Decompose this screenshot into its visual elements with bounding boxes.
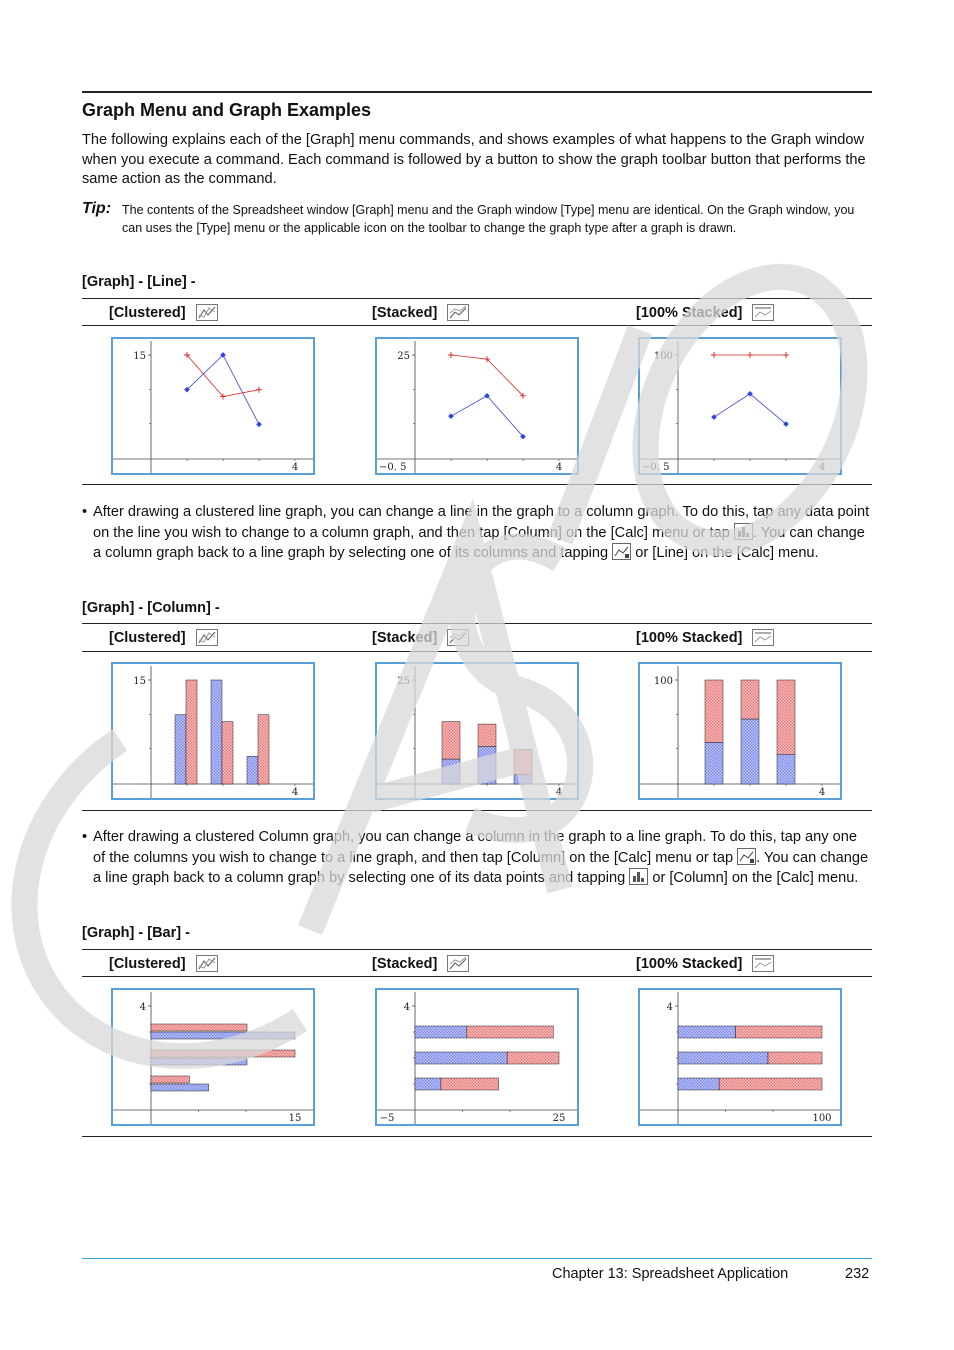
line-100-icon[interactable] <box>752 304 774 321</box>
data-point <box>448 352 454 358</box>
bar <box>507 1052 559 1064</box>
column-bar <box>514 749 532 774</box>
column-bar <box>478 747 496 784</box>
tip-text: The contents of the Spreadsheet window [Graph] menu and the Graph window [Type] menu are identical. On the Graph window, you can uses the [Type] menu or the applicable icon on the toolbar to change the graph type after a graph is drawn. <box>122 203 855 235</box>
column-graph-icon[interactable] <box>629 868 648 885</box>
column-bar <box>186 680 197 784</box>
footer-chapter: Chapter 13: Spreadsheet Application <box>552 1266 789 1282</box>
line-stacked-icon[interactable] <box>447 629 469 646</box>
bar <box>678 1078 719 1090</box>
tip-label: Tip: <box>82 200 112 217</box>
line-100-icon[interactable] <box>752 629 774 646</box>
bar <box>151 1076 189 1083</box>
column-label: [Stacked] <box>372 304 438 321</box>
series-line <box>451 396 523 437</box>
x-min-label: −5 <box>379 1113 395 1124</box>
line-100-icon[interactable] <box>752 955 774 972</box>
data-point <box>783 352 789 358</box>
bar-clustered-header <box>109 955 218 972</box>
data-point <box>747 352 753 358</box>
bar <box>415 1052 507 1064</box>
column-label: [100% Stacked] <box>636 629 743 646</box>
line-100-header <box>636 304 774 321</box>
section-bar-rule-bottom <box>82 1136 872 1137</box>
column-clustered-header <box>109 629 218 646</box>
line-stacked-icon[interactable] <box>447 304 469 321</box>
bar <box>415 1026 467 1038</box>
footer-rule <box>82 1258 872 1259</box>
column-bar <box>478 724 496 746</box>
column-bar <box>222 722 233 784</box>
bar <box>719 1078 822 1090</box>
bar <box>441 1078 499 1090</box>
data-point <box>448 413 454 419</box>
graph-column-100 <box>638 662 842 800</box>
bar <box>151 1024 247 1031</box>
column-stacked-header <box>372 629 469 646</box>
column-bar <box>175 715 186 784</box>
intro-paragraph: The following explains each of the [Graph] menu commands, and shows examples of what happens to the Graph window when you execute a command. Each command is followed by a button to show the graph toolbar button that performs the same action as the command. <box>82 132 866 188</box>
bar-stacked-header <box>372 955 469 972</box>
series-line <box>714 394 786 424</box>
bar <box>415 1078 441 1090</box>
x-tick-label: 4 <box>555 462 563 473</box>
section-column-rule-top <box>82 623 872 624</box>
bar-100-header <box>636 955 774 972</box>
bar <box>151 1032 295 1039</box>
graph-column-clustered <box>111 662 315 800</box>
data-point <box>256 387 262 393</box>
line-clustered-icon[interactable] <box>196 304 218 321</box>
line-clustered-header <box>109 304 218 321</box>
graph-line-100 <box>638 337 842 475</box>
top-rule <box>82 91 872 93</box>
x-tick-label: 4 <box>555 787 563 798</box>
bar <box>151 1084 209 1091</box>
line-stacked-header <box>372 304 469 321</box>
column-bar <box>442 722 460 759</box>
bar <box>467 1026 553 1038</box>
data-point <box>711 414 717 420</box>
line-clustered-icon[interactable] <box>196 629 218 646</box>
column-label: [Clustered] <box>109 955 186 972</box>
y-tick-label: 25 <box>397 351 410 362</box>
x-tick-label: 25 <box>552 1113 566 1124</box>
x-tick-label: 4 <box>818 462 826 473</box>
y-min-label: −0. 5 <box>379 462 407 473</box>
graph-bar-clustered <box>111 988 315 1126</box>
bar <box>678 1052 768 1064</box>
y-tick-label: 15 <box>133 676 146 687</box>
line-graph-icon[interactable] <box>612 543 631 560</box>
y-tick-label: 15 <box>133 351 146 362</box>
y-tick-label: 4 <box>666 1002 673 1013</box>
bar <box>768 1052 822 1064</box>
column-graph-icon[interactable] <box>734 523 753 540</box>
footer-page-number: 232 <box>845 1266 870 1282</box>
line-clustered-icon[interactable] <box>196 955 218 972</box>
column-100-header <box>636 629 774 646</box>
graph-column-stacked <box>375 662 579 800</box>
section-bar-rule-top <box>82 949 872 950</box>
section-column-title: [Graph] - [Column] - <box>82 600 220 616</box>
x-tick-label: 4 <box>291 787 299 798</box>
column-bar <box>258 715 269 784</box>
column-bar <box>514 774 532 784</box>
column-bar <box>777 680 795 754</box>
x-tick-label: 4 <box>291 462 299 473</box>
series-line <box>187 355 259 397</box>
bar <box>151 1050 295 1057</box>
column-bar <box>442 759 460 784</box>
line-note: • After drawing a clustered line graph, you can change a line in the graph to a column graph. To do this, tap any data point on the line you wish to change to a column graph, and then tap [Column] on the [Calc] menu or tap . You can change a column graph back to a line graph by selecting one of its columns and tapping or [Line] on the [Calc] menu. <box>82 504 870 562</box>
section-bar-rule-mid <box>82 976 872 977</box>
graph-bar-100 <box>638 988 842 1126</box>
column-label: [Clustered] <box>109 629 186 646</box>
bar <box>736 1026 822 1038</box>
y-tick-label: 25 <box>397 676 410 687</box>
y-tick-label: 4 <box>403 1002 410 1013</box>
column-label: [100% Stacked] <box>636 304 743 321</box>
y-tick-label: 100 <box>653 676 673 687</box>
bar <box>151 1058 247 1065</box>
column-bar <box>705 680 723 742</box>
line-stacked-icon[interactable] <box>447 955 469 972</box>
column-bar <box>741 719 759 784</box>
graph-line-clustered <box>111 337 315 475</box>
section-line-rule-top <box>82 298 872 299</box>
column-bar <box>741 680 759 719</box>
section-column-rule-mid <box>82 651 872 652</box>
column-bar <box>777 754 795 784</box>
column-label: [Stacked] <box>372 955 438 972</box>
section-line-rule-mid <box>82 325 872 326</box>
series-line <box>187 355 259 424</box>
section-column-rule-bottom <box>82 810 872 811</box>
column-bar <box>705 742 723 784</box>
data-point <box>711 352 717 358</box>
page-heading: Graph Menu and Graph Examples <box>82 100 372 120</box>
column-note: • After drawing a clustered Column graph, you can change a column in the graph to a line graph. To do this, tap any one of the columns you wish to change to a line graph, and then tap [Column] on the [Calc] menu or tap . You can change a line graph back to a column graph by selecting one of its data points and tapping or [Column] on the [Calc] menu. <box>82 829 869 887</box>
graph-bar-stacked <box>375 988 579 1126</box>
column-bar <box>247 756 258 784</box>
column-label: [Clustered] <box>109 304 186 321</box>
x-tick-label: 100 <box>812 1113 832 1124</box>
bar <box>678 1026 736 1038</box>
column-label: [Stacked] <box>372 629 438 646</box>
x-tick-label: 4 <box>818 787 826 798</box>
y-tick-label: 100 <box>653 351 673 362</box>
y-tick-label: 4 <box>139 1002 146 1013</box>
section-line-title: [Graph] - [Line] - <box>82 274 196 290</box>
section-bar-title: [Graph] - [Bar] - <box>82 925 190 941</box>
data-point <box>256 422 262 428</box>
graph-line-stacked <box>375 337 579 475</box>
x-tick-label: 15 <box>288 1113 302 1124</box>
line-graph-icon[interactable] <box>737 848 756 865</box>
column-bar <box>211 680 222 784</box>
section-line-rule-bottom <box>82 484 872 485</box>
y-min-label: −0. 5 <box>642 462 670 473</box>
column-label: [100% Stacked] <box>636 955 743 972</box>
